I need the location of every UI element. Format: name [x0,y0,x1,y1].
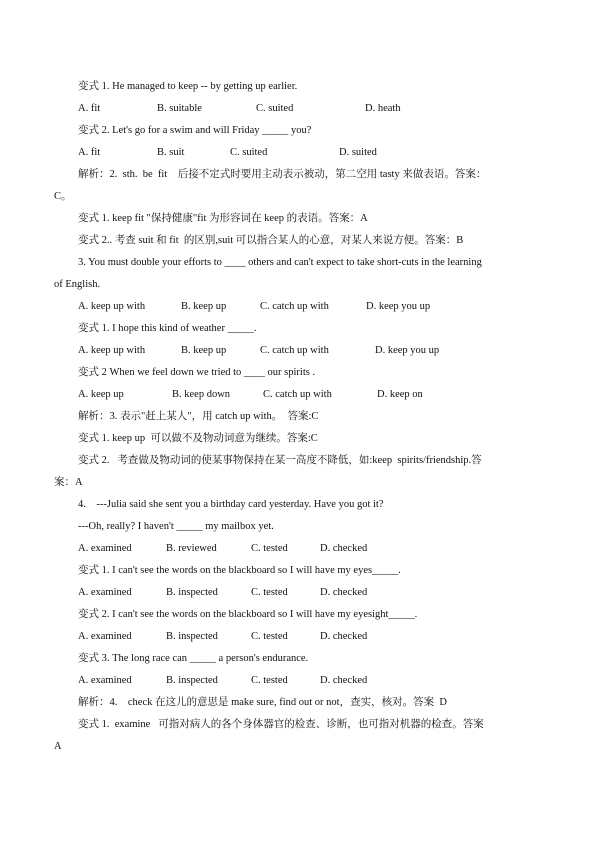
variant-question: 变式 1. I hope this kind of weather _____. [78,323,257,334]
option-b: B. keep up [181,301,227,312]
variant-explanation: 变式 1. examine 可指对病人的各个身体器官的检查、诊断，也可指对机器的检查。答案 [78,719,484,730]
variant-explanation: 变式 1. keep fit "保持健康"fit 为形容词在 keep 的表语。答案：A [78,213,368,224]
analysis-text: 解析：4. check 在这儿的意思是 make sure, find out or not，查实，核对。答案 D [78,697,447,708]
question-text: 3. You must double your efforts to ____ others and can't expect to take short-cuts in the learning [78,257,482,268]
option-c: C. suited [230,147,268,158]
option-d: D. suited [339,147,377,158]
option-d: D. checked [320,543,368,554]
option-a: A. examined [78,675,132,686]
option-b: B. inspected [166,587,218,598]
option-b: B. inspected [166,631,218,642]
variant-explanation-continued: 案：A [54,477,83,488]
option-d: D. checked [320,587,368,598]
option-b: B. inspected [166,675,218,686]
analysis-text: 解析：3. 表示"赶上某人"，用 catch up with。 答案:C [78,411,319,422]
variant-explanation: 变式 1. keep up 可以做不及物动词意为继续。答案:C [78,433,318,444]
option-a: A. keep up with [78,301,146,312]
option-c: C. catch up with [260,301,329,312]
option-d: D. keep you up [375,345,440,356]
option-c: C. catch up with [263,389,332,400]
option-a: A. examined [78,631,132,642]
option-b: B. suit [157,147,185,158]
variant-question: 变式 2. I can't see the words on the blackboard so I will have my eyesight_____. [78,609,418,620]
option-d: D. checked [320,675,368,686]
variant-explanation: 变式 2. 考查做及物动词的使某事物保持在某一高度不降低，如:keep spirits/friendship.答 [78,455,482,466]
option-a: A. keep up with [78,345,146,356]
option-b: B. keep down [172,389,231,400]
variant-question: 变式 2 When we feel down we tried to ____ our spirits . [78,367,316,378]
variant-question: 变式 1. He managed to keep -- by getting up earlier. [78,81,298,92]
option-b: B. keep up [181,345,227,356]
option-a: A. keep up [78,389,124,400]
variant-question: 变式 3. The long race can _____ a person's endurance. [78,653,309,664]
variant-question: 变式 2. Let's go for a swim and will Friday _____ you? [78,125,312,136]
option-a: A. examined [78,543,132,554]
analysis-text-continued: C。 [54,191,72,202]
option-c: C. catch up with [260,345,329,356]
variant-explanation-continued: A [54,741,62,752]
variant-question: 变式 1. I can't see the words on the blackboard so I will have my eyes_____. [78,565,401,576]
option-c: C. suited [256,103,294,114]
question-text: 4. ---Julia said she sent you a birthday card yesterday. Have you got it? [78,499,384,510]
option-b: B. reviewed [166,543,217,554]
variant-explanation: 变式 2.. 考查 suit 和 fit 的区别,suit 可以指合某人的心意，对某人来说方便。答案：B [78,235,464,246]
option-a: A. fit [78,103,101,114]
option-c: C. tested [251,587,288,598]
option-d: D. keep on [377,389,423,400]
option-b: B. suitable [157,103,202,114]
option-a: A. fit [78,147,101,158]
option-c: C. tested [251,543,288,554]
question-text-continued: of English. [54,279,101,290]
option-d: D. keep you up [366,301,431,312]
analysis-text: 解析：2. sth. be fit 后接不定式时要用主动表示被动，第二空用 tasty 来做表语。答案： [78,169,487,180]
option-c: C. tested [251,675,288,686]
option-d: D. heath [365,103,401,114]
option-a: A. examined [78,587,132,598]
question-text: ---Oh, really? I haven't _____ my mailbox yet. [78,521,274,532]
option-c: C. tested [251,631,288,642]
option-d: D. checked [320,631,368,642]
